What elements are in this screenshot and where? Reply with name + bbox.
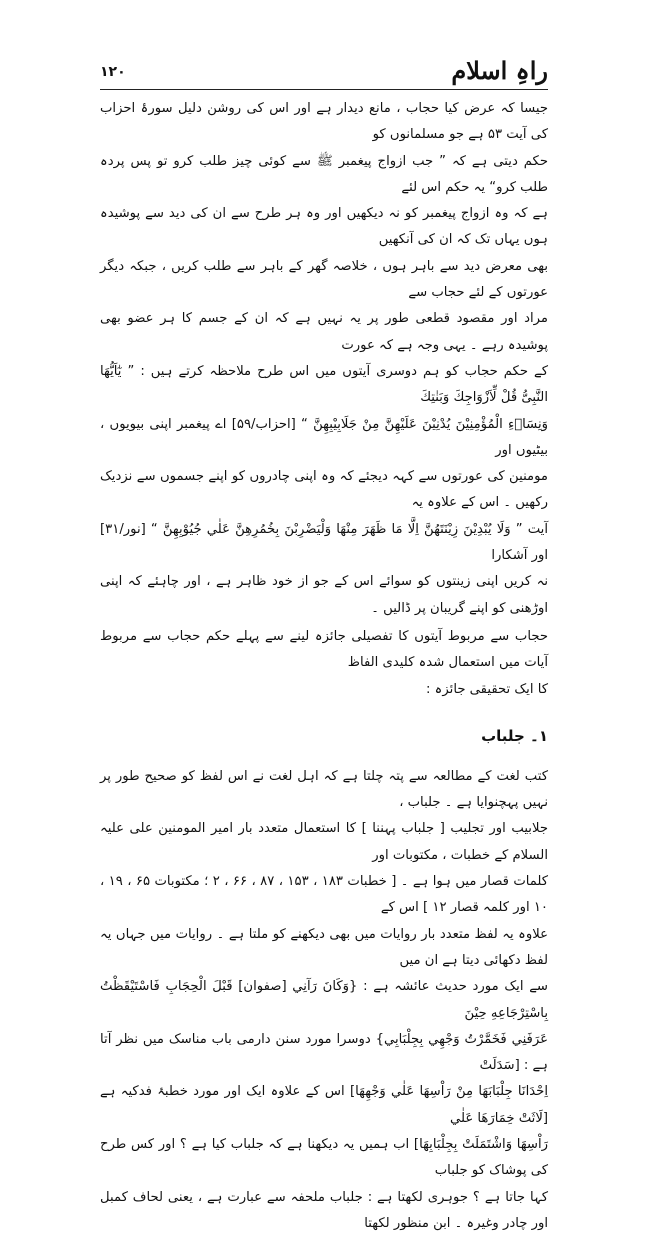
text-line: نہ کریں اپنی زینتوں کو سوائے اس کے جو از خود ظاہر ہے ، اور چاہئے کہ اپنی اوڑھنی کو اپنے گریبان پر ڈالیں ۔ xyxy=(100,574,548,616)
text-line: کے حکم حجاب کو ہم دوسری آیتوں میں اس طرح ملاحظہ کرتے ہیں : ” یٰٓاَیُّھَا النَّبِیُّ قُلْ لِّاَزْوَاجِكَ وَبَنٰتِكَ xyxy=(100,363,548,406)
text-line: آیت ” وَلَا يُبْدِيْنَ زِيْنَتَهُنَّ اِلَّا مَا ظَهَرَ مِنْهَا وَلْيَضْرِبْنَ بِخُمُرِهِنَّ عَلٰي جُيُوْبِهِنَّ “ [نور/۳۱] اور آشکارا xyxy=(100,521,548,564)
paragraph-jilbab xyxy=(100,764,548,1237)
text-line: حکم دیتی ہے کہ ” جب ازواج پیغمبر ﷺ سے کوئی چیز طلب کرو تو پس پردہ طلب کرو“ یہ حکم اس لئے xyxy=(100,153,548,195)
text-line: کتب لغت کے مطالعہ سے پتہ چلتا ہے کہ اہل لغت نے اس لفظ کو صحیح طور پر نہیں پہچنوایا ہے ۔ جلباب ، xyxy=(100,768,548,811)
text-line: حجاب سے مربوط آیتوں کا تفصیلی جائزہ لینے سے پہلے حکم حجاب سے مربوط آیات میں استعمال شدہ کلیدی الفاظ xyxy=(100,628,548,671)
text-line: کا ایک تحقیقی جائزہ : xyxy=(426,681,548,697)
text-line: رَاْسِهَا وَاشْتَمَلَتْ بِجِلْبَابِهَا] اب ہمیں یہ دیکھنا ہے کہ جلباب کیا ہے ؟ اور کس طرح کی پوشاک کو جلباب xyxy=(100,1136,548,1179)
text-line: مراد اور مقصود قطعی طور پر یہ نہیں ہے کہ ان کے جسم کا ہر عضو بھی پوشیدہ رہے ۔ یہی وجہ ہے کہ عورت xyxy=(100,311,548,353)
text-line: عَرَفَنِي فَخَمَّرْتُ وَجْهِي بِجِلْبَابِي} دوسرا مورد سنن دارمی باب مناسک میں نظر آتا ہے : [سَدَلَتْ xyxy=(100,1031,548,1074)
page-number: ۱۲۰ xyxy=(100,64,126,80)
header-divider xyxy=(100,89,548,90)
text-line: بھی معرض دید سے باہر ہوں ، خلاصہ گھر کے باہر سے طلب کریں ، جبکہ دیگر عورتوں کے لئے حجاب سے xyxy=(100,258,548,301)
section-heading-jilbab: ۱۔ جلباب xyxy=(481,726,548,745)
page-body xyxy=(100,96,548,1237)
page-header xyxy=(100,56,548,90)
text-line: ہے کہ وہ ازواج پیغمبر کو نہ دیکھیں اور وہ ہر طرح سے ان کی دید سے پوشیدہ ہوں یہاں تک کہ ان کی آنکھیں xyxy=(100,206,548,248)
text-line: علاوہ یہ لفظ متعدد بار روایات میں بھی دیکھنے کو ملتا ہے ۔ روایات میں جہاں یہ لفظ دکھائی دیتا ہے ان میں xyxy=(100,926,548,968)
paragraph-hijab-intro xyxy=(100,96,548,622)
text-line: مومنین کی عورتوں سے کہہ دیجئے کہ وہ اپنی چادروں کو اپنے جسموں سے نزدیک رکھیں ۔ اس کے علاوہ یہ xyxy=(100,469,548,511)
book-title: راہِ اسلام xyxy=(451,56,548,85)
text-line: کلمات قصار میں ہوا ہے ۔ [ خطبات ۱۸۳ ، ۱۵۳ ، ۸۷ ، ۶۶ ، ۲ ؛ مکتوبات ۶۵ ، ۱۹ ، ۱۰ اور کلمہ قصار ۱۲ ] اس کے xyxy=(100,874,549,916)
text-line: سے ایک مورد حدیث عائشہ ہے : {وَكَانَ رَآنِي [صفوان] قَبْلَ الْحِجَابِ فَاسْتَيْقَظْتُ بِاسْتِرْجَاعِهِ حِيْنَ xyxy=(100,979,548,1021)
text-line: جیسا کہ عرض کیا حجاب ، مانع دیدار ہے اور اس کی روشن دلیل سورۂ احزاب کی آیت ۵۳ ہے جو مسلمانوں کو xyxy=(100,101,548,143)
text-line: وَنِسَاۗءِ الْمُؤْمِنِيْنَ يُدْنِيْنَ عَلَيْهِنَّ مِنْ جَلَابِيْبِهِنَّ “ [احزاب/۵۹] اے پیغمبر اپنی بیویوں ، بیٹیوں اور xyxy=(100,416,548,458)
text-line: جلابیب اور تجلیب [ جلباب پہننا ] کا استعمال متعدد بار امیر المومنین علی علیہ السلام کے خطبات ، مکتوبات اور xyxy=(100,821,548,863)
text-line: کہا جاتا ہے ؟ جوہری لکھتا ہے : جلباب ملحفہ سے عبارت ہے ، یعنی لحاف کمبل اور چادر وغیرہ ۔ ابن منظور لکھتا xyxy=(100,1189,548,1231)
paragraph-keywords-intro xyxy=(100,624,548,703)
text-line: اِحْدَانَا جِلْبَابَهَا مِنْ رَاْسِهَا عَلٰي وَجْهِهَا] اس کے علاوہ ایک اور مورد خطبۂ فدکیہ ہے [لَاثَتْ خِمَارَهَا عَلٰي xyxy=(100,1084,548,1126)
